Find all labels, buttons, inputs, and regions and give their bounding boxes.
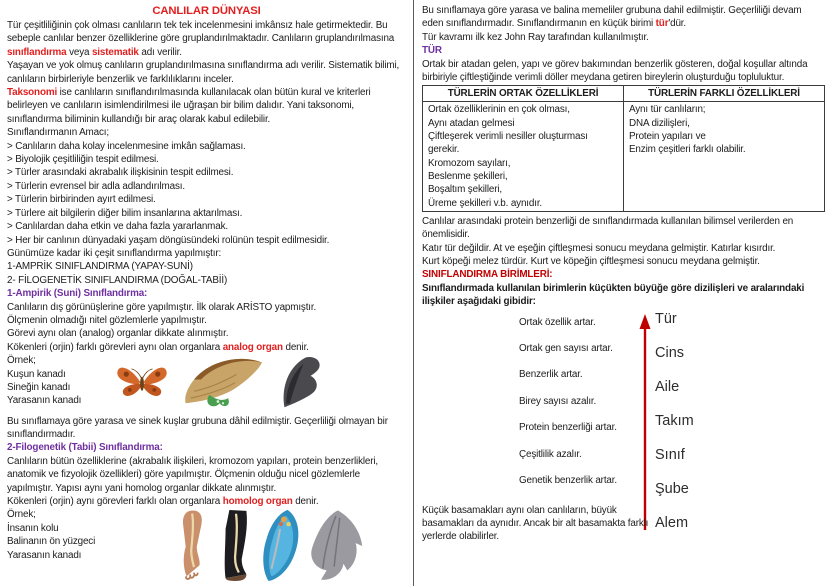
paragraph-text: 'dür. — [668, 18, 686, 30]
table-line: DNA dizilişleri, — [629, 117, 690, 129]
species-table — [422, 85, 825, 211]
list-item: Yarasanın kanadı — [7, 549, 82, 561]
analog-example-images — [113, 354, 327, 414]
filogenetik-heading: 2-Filogenetik (Tabii) Sınıflandırma: — [7, 442, 163, 454]
list-item: > Türler arasındaki akrabalık ilişkisinin tespit edilmesi. — [7, 167, 234, 179]
rank-label: Cins — [655, 344, 685, 361]
diagram-trend-labels — [519, 316, 617, 488]
analog-example-block — [7, 354, 406, 414]
table-cell-different — [624, 102, 825, 211]
table-line: Boşaltım şekilleri, — [428, 184, 502, 196]
tur-heading: TÜR — [422, 45, 442, 57]
list-item: Balinanın ön yüzgeci — [7, 536, 96, 548]
paragraph-text: denir. — [282, 341, 309, 353]
paragraph-text: Bu sınıflamaya göre yarasa ve balina memeliler grubuna dahil edilmiştir. Geçerliliği devam eden sınıflandırmadır. Sınıflandırmanın en küçük birimi — [422, 5, 802, 30]
type-1: 1-AMPRİK SINIFLANDIRMA (YAPAY-SUNİ) — [7, 261, 193, 273]
trend-label: Çeşitlilik azalır. — [519, 448, 582, 460]
table-header-common: TÜRLERİN ORTAK ÖZELLİKLERİ — [423, 86, 624, 102]
rank-label: Sınıf — [655, 446, 685, 463]
paragraph-ampirik-3: Görevi aynı olan (analog) organlar dikkate alınmıştır. — [7, 328, 229, 340]
list-item: > Türlerin evrensel bir adla adlandırılması. — [7, 180, 185, 192]
list-item: > Türlerin birbirinden ayırt edilmesi. — [7, 194, 156, 206]
highlight-siniflandirma: sınıflandırma — [7, 46, 67, 58]
paragraph-tur-definition: Ortak bir atadan gelen, yapı ve görev bakımından benzerlik gösteren, doğal koşullar altında birbiriyle çiftleştiğinde verimli döller meydana getiren bireylerin oluşturduğu topluluktur. — [422, 58, 808, 84]
rank-label: Aile — [655, 378, 680, 395]
paragraph-filogenetik-conclusion — [422, 4, 821, 31]
trend-label: Benzerlik artar. — [519, 369, 583, 381]
ampirik-heading: 1-Ampirik (Suni) Sınıflandırma: — [7, 288, 148, 300]
list-item: > Canlılardan daha etkin ve daha fazla yararlanmak. — [7, 221, 228, 233]
birimler-heading: SINIFLANDIRMA BİRİMLERİ: — [422, 269, 553, 281]
human-leg-image — [218, 508, 254, 586]
table-header-different: TÜRLERİN FARKLI ÖZELLİKLERİ — [624, 86, 825, 102]
paragraph-birimler-intro: Sınıflandırmada kullanılan birimlerin küçükten büyüğe göre dizilişleri ve aralarındaki ilişkiler aşağıdaki gibidir: — [422, 282, 805, 308]
rank-label: Tür — [655, 310, 677, 327]
paragraph-kurt-kopegi: Kurt köpeği melez türdür. Kurt ve köpeğin çiftleşmesi sonucu meydana gelmiştir. — [422, 256, 760, 268]
paragraph-text: denir. — [292, 496, 319, 507]
list-item: Yarasanın kanadı — [7, 395, 82, 407]
two-types-intro: Günümüze kadar iki çeşit sınıflandırma yapılmıştır: — [7, 247, 222, 259]
paragraph-ampirik-1: Canlıların dış görünüşlerine göre yapılmıştır. İlk olarak ARİSTO yapmıştır. — [7, 301, 317, 313]
trend-label: Genetik benzerlik artar. — [519, 475, 617, 487]
analog-example-labels — [7, 354, 113, 408]
paragraph-ampirik-conclusion: Bu sınıflamaya göre yarasa ve sinek kuşlar grubuna dâhil edilmiştir. Geçerliliği olmayan bir sınıflandırmadır. — [7, 415, 388, 440]
table-line: Beslenme şekilleri, — [428, 170, 508, 182]
paragraph-basamak-note: Küçük basamakları aynı olan canlıların, büyük basamakları da aynıdır. Ancak bir alt basamakta farklı yerlerde olabilirler. — [422, 504, 649, 543]
human-arm-image — [175, 508, 213, 584]
rank-label: Alem — [655, 514, 689, 531]
trend-label: Ortak özellik artar. — [519, 316, 596, 328]
paragraph-ampirik-2: Ölçmenin olmadığı nitel gözlemlerle yapılmıştır. — [7, 314, 207, 326]
highlight-analog-organ: analog organ — [222, 341, 283, 353]
table-line: Enzim çeşitleri farklı olabilir. — [629, 144, 746, 156]
whale-fin-image — [259, 508, 301, 586]
rank-label: Şube — [655, 480, 689, 497]
list-item: Sineğin kanadı — [7, 381, 71, 393]
table-header-row — [423, 86, 825, 102]
paragraph-text: Tür çeşitliliğinin çok olması canlıların tek tek incelenmesini imkânsız hale getirmektedir. Bu sebeple canlılar benzer özelliklerine göre gruplandırılmaktadır. Canlıların gruplandırılmasına — [7, 20, 395, 45]
highlight-sistematik: sistematik — [91, 46, 139, 58]
table-line: Çiftleşerek verimli nesiller oluşturması gerekir. — [428, 131, 588, 156]
list-item: İnsanın kolu — [7, 522, 59, 534]
table-line: Kromozom sayıları, — [428, 157, 511, 169]
paragraph-katir: Katır tür değildir. At ve eşeğin çiftleşmesi sonucu meydana gelmiştir. Katırlar kısırdır. — [422, 242, 776, 254]
list-item: > Her bir canlının dünyadaki yaşam döngüsündeki rolünün tespit edilmesidir. — [7, 234, 330, 246]
homolog-example-images — [175, 508, 366, 586]
highlight-taksonomi: Taksonomi — [7, 87, 58, 99]
classification-hierarchy-diagram — [422, 312, 821, 560]
paragraph-text: ise canlıların sınıflandırılmasında kullanılacak olan bütün kural ve kriterleri belirleyen ve canlıların isimlendirilmesi ile uğraşan bir bilim dalıdır. Yani taksonomi, sınıflandırma biliminin kullandığı bir araç olarak kabul edilebilir. — [7, 87, 371, 125]
table-line: Protein yapıları ve — [629, 131, 706, 143]
paragraph-text: veya — [66, 46, 92, 58]
paragraph-homolog — [7, 495, 406, 508]
paragraph-protein: Canlılar arasındaki protein benzerliği de sınıflandırmada kullanılan bilimsel verilerden en önemlisidir. — [422, 215, 794, 241]
paragraph-text: adı verilir. — [138, 46, 182, 58]
type-2: 2- FİLOGENETİK SINIFLANDIRMA (DOĞAL-TABİİ) — [7, 274, 228, 286]
bat-wing-gray-image — [306, 508, 366, 586]
paragraph-filogenetik-1: Canlıların bütün özelliklerine (akrabalık ilişkileri, kromozom yapıları, protein benzerlikleri, anatomik ve fizyolojik özellikleri) göre yapılmıştır. Ölçmenin olduğu nicel gözlemlerle yapılmıştır. Yapısı aynı yani homolog organlar dikkate alınmıştır. — [7, 455, 379, 494]
paragraph-text: Kökenleri (orjin) aynı görevleri farklı olan organlara — [7, 496, 223, 507]
rank-label: Takım — [655, 412, 694, 429]
paragraph-sistematik: Yaşayan ve yok olmuş canlıların gruplandırılmasına sınıflandırma adı verilir. Sistematik bilimi, canlıların birbirleriyle benzerlik ve farklılıklarını inceler. — [7, 60, 400, 85]
paragraph-analog — [7, 341, 406, 354]
list-item: > Canlıların daha kolay incelenmesine imkân sağlaması. — [7, 140, 246, 152]
paragraph-john-ray: Tür kavramı ilk kez John Ray tarafından kullanılmıştır. — [422, 31, 649, 43]
highlight-homolog-organ: homolog organ — [222, 496, 293, 507]
table-cell-common — [423, 102, 624, 211]
goals-heading: Sınıflandırmanın Amacı; — [7, 127, 109, 139]
trend-label: Birey sayısı azalır. — [519, 395, 597, 407]
table-line: Üreme şekilleri v.b. aynıdır. — [428, 197, 543, 209]
trend-label: Ortak gen sayısı artar. — [519, 343, 613, 355]
trend-label: Protein benzerliği artar. — [519, 422, 617, 434]
homolog-example-labels — [7, 508, 175, 562]
diagram-rank-labels — [655, 312, 694, 531]
list-item: > Biyolojik çeşitliliğin tespit edilmesi. — [7, 154, 159, 166]
highlight-tur: tür — [655, 18, 669, 30]
page-title: CANLILAR DÜNYASI — [152, 5, 261, 17]
paragraph-intro — [7, 19, 406, 59]
list-item: > Türlere ait bilgilerin diğer bilim insanlarına aktarılması. — [7, 207, 243, 219]
paragraph-taksonomi — [7, 86, 406, 126]
example-heading: Örnek; — [7, 355, 36, 367]
bat-wing-dark-image — [275, 355, 327, 413]
butterfly-image — [113, 361, 171, 407]
homolog-example-block — [7, 508, 406, 586]
goals-list — [7, 140, 406, 247]
table-line: Ortak özelliklerinin en çok olması, — [428, 104, 570, 116]
list-item: Kuşun kanadı — [7, 368, 66, 380]
paragraph-text: Kökenleri (orjin) farklı görevleri aynı olan organlara — [7, 341, 223, 353]
right-column — [414, 0, 828, 586]
bird-wing-image — [180, 354, 266, 414]
example-heading: Örnek; — [7, 509, 36, 521]
table-row — [423, 102, 825, 211]
table-line: Aynı atadan gelmesi — [428, 117, 515, 129]
table-line: Aynı tür canlıların; — [629, 104, 706, 116]
